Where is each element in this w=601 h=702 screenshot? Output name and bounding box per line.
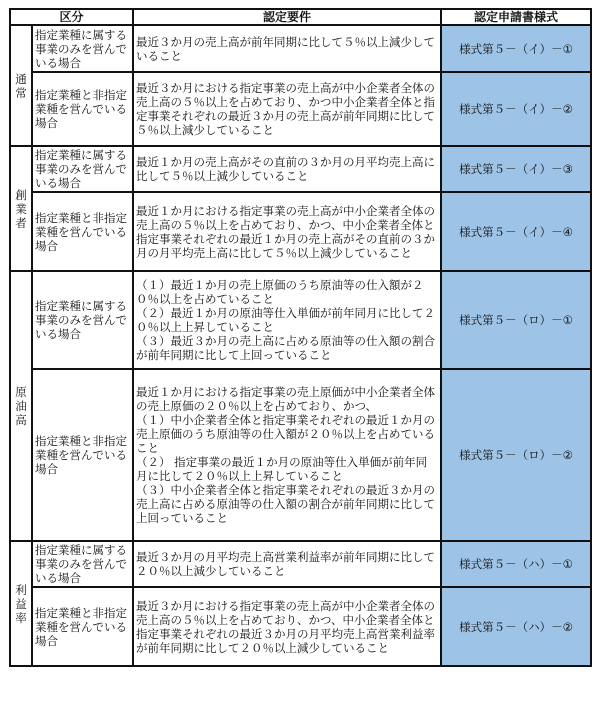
scope-cell: 指定業種と非指定業種を営んでいる場合 (32, 369, 133, 541)
form-cell: 様式第５－（ハ）－② (441, 587, 591, 666)
table-row (10, 192, 591, 271)
form-cell: 様式第５－（イ）－③ (441, 146, 591, 192)
requirement-cell: 最近３か月の売上高が前年同期に比して５％以上減少していること (133, 25, 441, 72)
category-label-profit: 利 益 率 (10, 541, 32, 666)
requirement-line: （３）最近３か月の売上高に占める原油等の仕入額の割合が前年同期に比して上回っていること (136, 334, 436, 362)
requirement-line: （３）中小企業者全体と指定事業それぞれの最近３か月の売上高に占める原油等の仕入額の割合が前年同期に比して上回っていること (136, 483, 436, 525)
table-row (10, 271, 591, 369)
requirement-cell (133, 369, 441, 541)
form-cell: 様式第５－（イ）－② (441, 72, 591, 146)
requirement-line: （２）最近１か月の原油等仕入単価が前年同月に比して２０％以上上昇していること (136, 306, 436, 334)
table-row (10, 541, 591, 587)
requirement-cell: 最近１か月の売上高がその直前の３か月の月平均売上高に比して５％以上減少していること (133, 146, 441, 192)
scope-cell: 指定業種と非指定業種を営んでいる場合 (32, 587, 133, 666)
certification-table (9, 8, 592, 667)
requirement-cell: 最近３か月における指定事業の売上高が中小企業者全体の売上高の５％以上を占めており、かつ中小企業者全体と指定事業それぞれの最近３か月の売上高が前年同期に比して５％以上減少していること (133, 72, 441, 146)
table-row (10, 25, 591, 72)
header-row (10, 9, 591, 25)
form-cell: 様式第５－（ハ）－① (441, 541, 591, 587)
scope-cell: 指定業種に属する事業のみを営んでいる場合 (32, 541, 133, 587)
table-row (10, 146, 591, 192)
form-cell: 様式第５－（ロ）－② (441, 369, 591, 541)
form-cell: 様式第５－（イ）－① (441, 25, 591, 72)
table-row (10, 72, 591, 146)
requirement-cell: 最近３か月における指定事業の売上高が中小企業者全体の売上高の５％以上を占めており、かつ、中小企業者全体と指定事業それぞれの最近３か月の月平均売上高営業利益率が前年同期に比して２０％以上減少していること (133, 587, 441, 666)
requirement-cell (133, 271, 441, 369)
requirement-cell: 最近３か月の月平均売上高営業利益率が前年同期に比して２０％以上減少していること (133, 541, 441, 587)
table-row (10, 587, 591, 666)
scope-cell: 指定業種と非指定業種を営んでいる場合 (32, 72, 133, 146)
requirement-cell: 最近１か月における指定事業の売上高が中小企業者全体の売上高の５％以上を占めており、かつ、中小企業者全体と指定事業それぞれの最近１か月の売上高がその直前の３か月の月平均売上高に比して５％以上減少していること (133, 192, 441, 271)
header-form: 認定申請書様式 (441, 9, 591, 25)
scope-cell: 指定業種に属する事業のみを営んでいる場合 (32, 271, 133, 369)
header-category: 区分 (10, 9, 133, 25)
form-cell: 様式第５－（イ）－④ (441, 192, 591, 271)
requirement-line: （２） 指定事業の最近１か月の原油等仕入単価が前年同月に比して２０％以上上昇していること (136, 455, 428, 483)
scope-cell: 指定業種に属する事業のみを営んでいる場合 (32, 25, 133, 72)
category-label-startup: 創 業 者 (10, 146, 32, 271)
requirement-line: 最近１か月における指定事業の売上原価が中小企業者全体の売上原価の２０％以上を占めており、かつ、 (136, 385, 436, 413)
category-label-oil: 原 油 高 (10, 271, 32, 541)
table-row (10, 369, 591, 541)
requirement-line: （１）中小企業者全体と指定事業それぞれの最近１か月の売上原価のうち原油等の仕入額が２０％以上を占めていること (136, 413, 436, 455)
form-cell: 様式第５－（ロ）－① (441, 271, 591, 369)
header-requirements: 認定要件 (133, 9, 441, 25)
requirement-line: （１）最近１か月の売上原価のうち原油等の仕入額が２０％以上を占めていること (136, 278, 424, 306)
scope-cell: 指定業種に属する事業のみを営んでいる場合 (32, 146, 133, 192)
category-label-normal: 通 常 (10, 25, 32, 146)
scope-cell: 指定業種と非指定業種を営んでいる場合 (32, 192, 133, 271)
